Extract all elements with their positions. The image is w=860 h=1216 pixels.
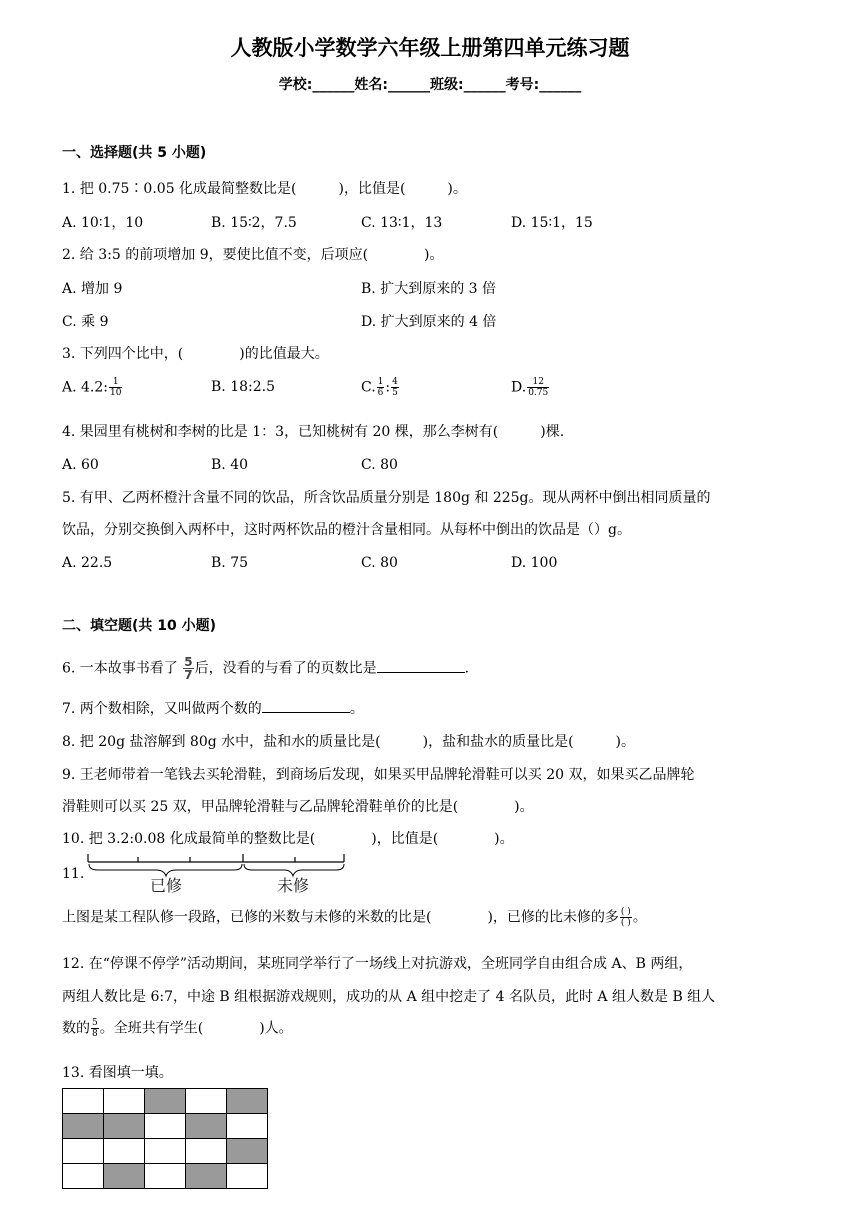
q3-option-c-label: C. — [361, 379, 376, 396]
q6-end: . — [464, 660, 470, 677]
grid-cell-empty — [186, 1089, 227, 1114]
q6-text-post: 后，没看的与看了的页数比是 — [194, 660, 377, 677]
q3-option-d-label: D. — [511, 379, 527, 396]
q11-number: 11. — [62, 866, 85, 882]
q3-option-c-fraction-1 — [377, 377, 385, 398]
grid-cell-empty — [227, 1164, 268, 1189]
q10: 10. 把 3.2:0.08 化成最简单的整数比是( )，比值是( )。 — [62, 831, 514, 847]
grid-row — [63, 1139, 268, 1164]
numerator: 1 — [377, 377, 384, 387]
q5-stem-line2: 饮品，分别交换倒入两杯中，这时两杯饮品的橙汁含量相同。从每杯中倒出的饮品是（）g。 — [62, 522, 631, 538]
grid-cell-shaded — [186, 1164, 227, 1189]
q5-option-c: C. 80 — [361, 555, 398, 571]
q5-option-b: B. 75 — [211, 555, 249, 571]
q12-line1: 12. 在“停课不停学”活动期间，某班同学举行了一场线上对抗游戏，全班同学自由组合成 A、B 两组， — [62, 956, 693, 972]
q7 — [62, 699, 364, 719]
q12-text-pre: 数的 — [62, 1020, 90, 1037]
numerator: 12 — [527, 377, 549, 388]
road-segment-diagram — [86, 848, 348, 896]
grid-cell-empty — [145, 1114, 186, 1139]
q5-stem-line1: 5. 有甲、乙两杯橙汁含量不同的饮品，所含饮品质量分别是 180g 和 225g。现从两杯中倒出相同质量的 — [62, 490, 711, 506]
q2-stem: 2. 给 3:5 的前项增加 9，要使比值不变，后项应( )。 — [62, 247, 444, 263]
q4-option-c: C. 80 — [361, 457, 398, 473]
numerator: 4 — [392, 377, 398, 387]
grid-cell-empty — [63, 1089, 104, 1114]
grid-cell-empty — [186, 1139, 227, 1164]
q6-text-pre: 6. 一本故事书看了 — [62, 660, 178, 677]
grid-cell-shaded — [186, 1114, 227, 1139]
denominator: 0.75 — [528, 388, 549, 398]
denominator: 8 — [92, 1029, 98, 1039]
q11-text: 上图是某工程队修一段路，已修的米数与未修的米数的比是( )，已修的比未修的多 — [62, 909, 619, 926]
label-done: 已修 — [149, 876, 183, 895]
denominator: 10 — [110, 388, 122, 398]
denominator: ( ) — [620, 918, 631, 928]
q3-option-d — [511, 377, 550, 398]
denominator: 5 — [392, 388, 398, 398]
q2-option-c: C. 乘 9 — [62, 314, 109, 330]
q11-question — [62, 907, 647, 928]
shaded-grid — [62, 1088, 268, 1189]
q9-line1: 9. 王老师带着一笔钱去买轮滑鞋，到商场后发现，如果买甲品牌轮滑鞋可以买 20 双，如果买乙品牌轮 — [62, 767, 695, 783]
label-todo: 未修 — [276, 876, 310, 895]
grid-cell-empty — [145, 1164, 186, 1189]
grid-cell-empty — [227, 1114, 268, 1139]
q6-fraction — [183, 656, 193, 681]
grid-row — [63, 1164, 268, 1189]
q8: 8. 把 20g 盐溶解到 80g 水中，盐和水的质量比是( )，盐和盐水的质量比是( )。 — [62, 734, 636, 750]
q5-option-a: A. 22.5 — [62, 555, 113, 571]
q6-answer-blank[interactable] — [377, 672, 465, 673]
section-fill-heading: 二、填空题(共 10 小题) — [62, 618, 217, 634]
q3-option-b: B. 18:2.5 — [211, 379, 275, 395]
q4-stem: 4. 果园里有桃树和李树的比是 1：3，已知桃树有 20 棵，那么李树有( )棵. — [62, 424, 565, 440]
q7-end: 。 — [349, 701, 364, 717]
q3-option-c — [361, 377, 400, 398]
brace-done — [89, 864, 242, 876]
q3-option-a-label: A. 4.2: — [62, 379, 108, 396]
q4-option-b: B. 40 — [211, 457, 249, 473]
q3-stem: 3. 下列四个比中，( )的比值最大。 — [62, 346, 329, 362]
q7-answer-blank[interactable] — [262, 712, 350, 713]
q3-option-c-fraction-2 — [391, 377, 399, 398]
grid-cell-shaded — [104, 1164, 145, 1189]
q2-option-d: D. 扩大到原来的 4 倍 — [361, 314, 497, 330]
grid-row — [63, 1089, 268, 1114]
brace-todo — [244, 864, 344, 876]
numerator: 5 — [184, 655, 193, 669]
grid-cell-empty — [145, 1139, 186, 1164]
grid-cell-shaded — [145, 1089, 186, 1114]
q5-option-d: D. 100 — [511, 555, 558, 571]
q1-option-c: C. 13∶1，13 — [361, 215, 443, 231]
q1-option-d: D. 15∶1，15 — [511, 215, 593, 231]
q1-option-a: A. 10∶1，10 — [62, 215, 144, 231]
ratio-colon: : — [385, 379, 391, 396]
denominator: 6 — [377, 388, 384, 398]
q9-line2: 滑鞋则可以买 25 双，甲品牌轮滑鞋与乙品牌轮滑鞋单价的比是( )。 — [62, 799, 534, 815]
grid-cell-shaded — [63, 1114, 104, 1139]
grid-cell-shaded — [227, 1139, 268, 1164]
q3-option-a-fraction — [109, 377, 122, 398]
grid-cell-empty — [63, 1139, 104, 1164]
numerator: 5 — [92, 1018, 98, 1028]
q4-option-a: A. 60 — [62, 457, 99, 473]
page-title: 人教版小学数学六年级上册第四单元练习题 — [230, 36, 630, 60]
q6 — [62, 656, 469, 681]
q12-text-post: 。全班共有学生( )人。 — [99, 1020, 293, 1037]
q1-option-b: B. 15∶2，7.5 — [211, 215, 297, 231]
q11-answer-fraction[interactable] — [620, 907, 632, 928]
q3-option-a — [62, 377, 123, 398]
q12-line2: 两组人数比是 6:7，中途 B 组根据游戏规则，成功的从 A 组中挖走了 4 名队员，此时 A 组人数是 B 组人 — [62, 989, 716, 1005]
grid-cell-empty — [104, 1139, 145, 1164]
q2-option-a: A. 增加 9 — [62, 281, 123, 297]
q7-text: 7. 两个数相除，又叫做两个数的 — [62, 701, 262, 717]
q3-option-d-fraction — [527, 377, 549, 398]
denominator: 7 — [184, 668, 193, 682]
grid-cell-empty — [104, 1089, 145, 1114]
grid-cell-shaded — [227, 1089, 268, 1114]
q12-line3 — [62, 1018, 293, 1039]
section-choice-heading: 一、选择题(共 5 小题) — [62, 145, 207, 161]
q1-stem: 1. 把 0.75∶0.05 化成最简整数比是( )，比值是( )。 — [62, 181, 467, 197]
numerator: ( ) — [620, 907, 631, 917]
q2-option-b: B. 扩大到原来的 3 倍 — [361, 281, 496, 297]
q11-end: 。 — [632, 909, 647, 926]
grid-row — [63, 1114, 268, 1139]
numerator: 1 — [109, 377, 122, 388]
grid-cell-empty — [63, 1164, 104, 1189]
grid-cell-shaded — [104, 1114, 145, 1139]
q12-fraction — [91, 1018, 99, 1039]
student-info-line: 学校:______姓名:______班级:______考号:______ — [278, 77, 582, 93]
q13-stem: 13. 看图填一填。 — [62, 1065, 173, 1081]
